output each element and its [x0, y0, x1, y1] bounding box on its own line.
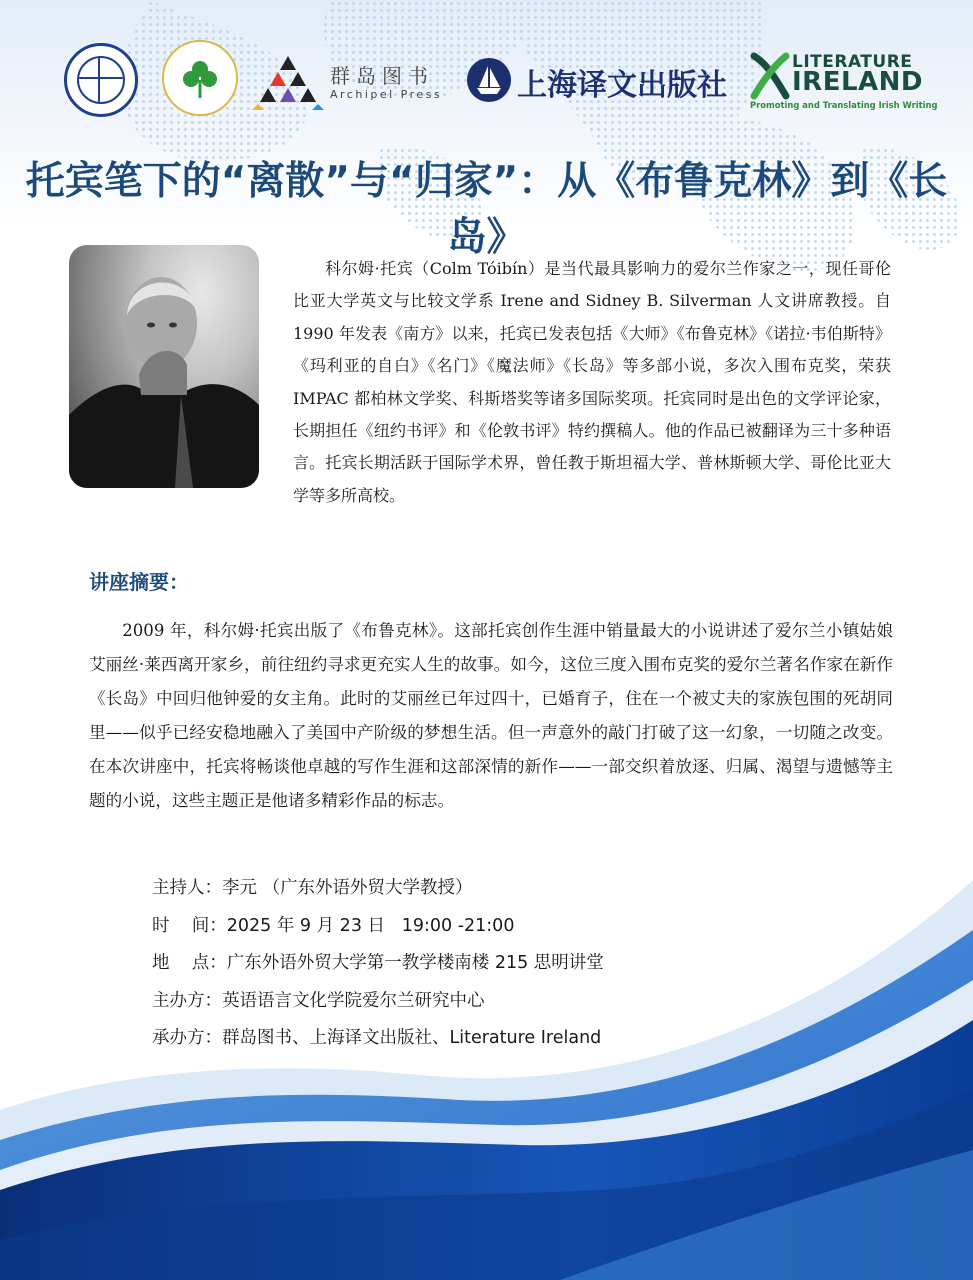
time-row: [152, 908, 604, 946]
place-value: 广东外语外贸大学第一教学楼南楼 215 思明讲堂: [226, 953, 604, 973]
event-details: [152, 870, 604, 1058]
shanghai-translation-name: 上海译文出版社: [517, 68, 727, 103]
literature-ireland-logo: [750, 52, 938, 114]
organizer-row: [152, 983, 604, 1021]
host-label: 主持人：: [152, 878, 222, 898]
lecture-title: 托宾笔下的“离散”与“归家”：从《布鲁克林》到《长岛》: [25, 159, 948, 260]
archipel-press-logo: [252, 54, 452, 110]
host-row: [152, 870, 604, 908]
gdufs-seal-logo: [64, 43, 138, 117]
abstract-heading: 讲座摘要：: [89, 570, 189, 594]
abstract-body: 2009 年，科尔姆·托宾出版了《布鲁克林》。这部托宾创作生涯中销量最大的小说讲述了爱尔兰小镇姑娘艾丽丝·莱西离开家乡，前往纽约寻求更充实人生的故事。如今，这位三度入围布克奖的爱尔兰著名作家在新作《长岛》中回归他钟爱的女主角。此时的艾丽丝已年过四十，已婚育子，住在一个被丈夫的家族包围的死胡同里——似乎已经安稳地融入了美国中产阶级的梦想生活。但一声意外的敲门打破了这一幻象，一切随之改变。在本次讲座中，托宾将畅谈他卓越的写作生涯和这部深情的新作——一部交织着放逐、归属、渴望与遗憾等主题的小说，这些主题正是他诸多精彩作品的标志。: [89, 621, 893, 810]
literature-ireland-word1: LITERATURE: [792, 52, 913, 72]
host-value: 李元 （广东外语外贸大学教授）: [222, 878, 473, 898]
archipel-triangles-icon: [252, 54, 324, 110]
shamrock-icon: [178, 56, 222, 100]
place-row: [152, 945, 604, 983]
organizer-value: 英语语言文化学院爱尔兰研究中心: [222, 990, 485, 1011]
time-value: 2025 年 9 月 23 日 19:00 -21:00: [226, 915, 515, 936]
co-organizer-row: [152, 1020, 604, 1058]
time-label: 时 间：: [152, 915, 227, 936]
archipel-chinese-name: 群岛图书: [330, 64, 434, 88]
archipel-english-name: Archipel Press: [330, 88, 443, 101]
ship-icon: [467, 58, 511, 102]
literature-ireland-word2: IRELAND: [792, 67, 923, 97]
irish-studies-centre-logo: [162, 40, 238, 116]
literature-ireland-x-icon: [750, 52, 790, 100]
organizer-label: 主办方：: [152, 990, 222, 1011]
co-organizer-label: 承办方：: [152, 1028, 222, 1048]
literature-ireland-tagline: Promoting and Translating Irish Writing: [750, 100, 938, 110]
sponsor-logos: [0, 30, 973, 130]
place-label: 地 点：: [152, 953, 227, 973]
globe-icon: [77, 56, 125, 104]
author-biography: 科尔姆·托宾（Colm Tóibín）是当代最具影响力的爱尔兰作家之一，现任哥伦比亚大学英文与比较文学系 Irene and Sidney B. Silverman 人文讲席教授。自 1990 年发表《南方》以来，托宾已发表包括《大师》《布鲁克林》《诺拉·韦伯斯特》《玛利亚的自白》《名门》《魔法师》《长岛》等多部小说，多次入围布克奖，荣获 IMPAC 都柏林文学奖、科斯塔奖等诸多国际奖项。托宾同时是出色的文学评论家，长期担任《纽约书评》和《伦敦书评》特约撰稿人。他的作品已被翻译为三十多种语言。托宾长期活跃于国际学术界，曾任教于斯坦福大学、普林斯顿大学、哥伦比亚大学等多所高校。: [293, 259, 891, 505]
shanghai-translation-publishing-logo: [467, 48, 729, 110]
co-organizer-value: 群岛图书、上海译文出版社、Literature Ireland: [222, 1028, 602, 1048]
author-portrait: [69, 245, 259, 488]
